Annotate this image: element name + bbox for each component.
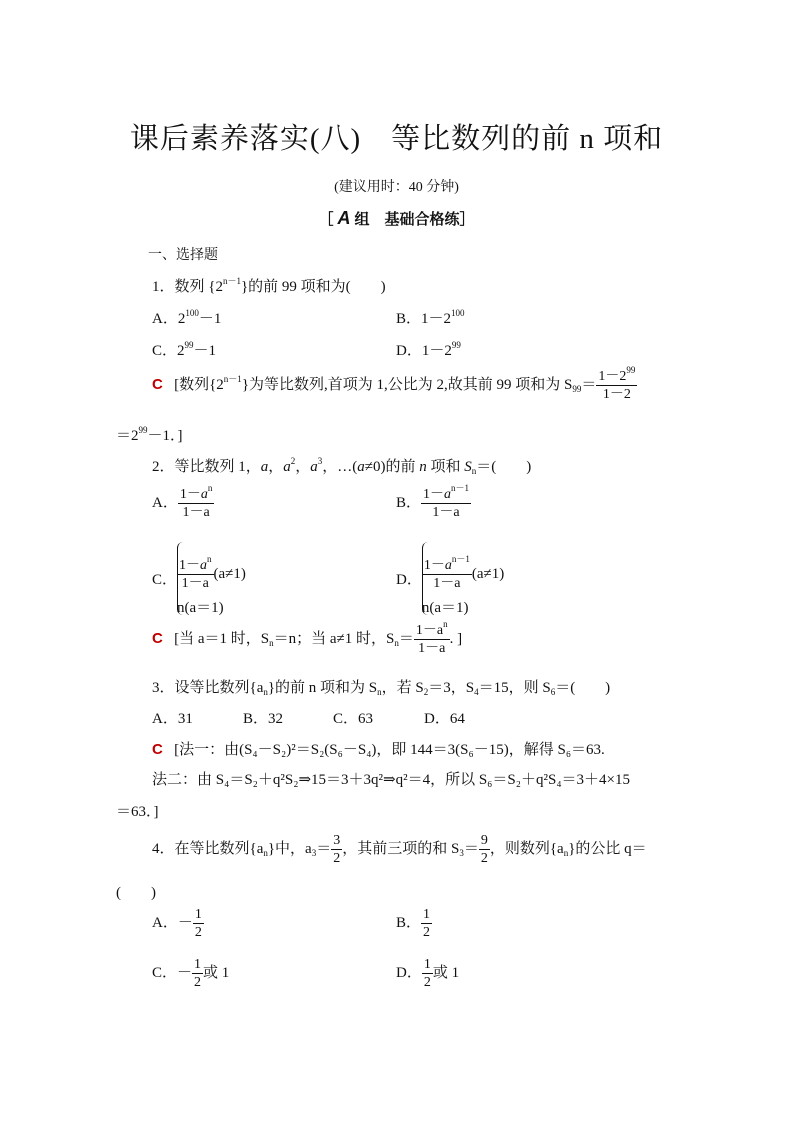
q3-answer: C — [152, 741, 163, 758]
group-badge: A — [337, 208, 351, 228]
q1-option-c: C．$2^{99}-1$ — [152, 340, 217, 359]
q4-stem: 4．在等比数列$\{a_n\}$中，$a_3=$ $\frac{3}{2}$ ，其前三项的和 $S_3=$ $\frac{9}{2}$ ，则数列$\{a_n\}$的公比 q＝ — [152, 833, 647, 866]
q2-option-c: C． $\frac{1-a^n}{1-a}$ (a≠1) n(a＝1) — [152, 540, 246, 617]
section-heading: 一、选择题 — [148, 246, 218, 262]
q2-answer: C — [152, 629, 163, 647]
bracket-left: ［ — [318, 211, 334, 228]
group-heading — [0, 208, 793, 229]
q4-option-d: D． $\frac{1}{2}$ 或 1 — [396, 957, 460, 990]
q3-option-c: C．63 — [333, 711, 374, 727]
q3-option-d: D．64 — [424, 711, 465, 727]
q1-stem: 1．数列 $\{2^{n-1}\}$的前 99 项和为( ) — [152, 276, 386, 295]
q1-fraction: $\frac{1-2^{99}}{1-2}$ — [598, 365, 636, 402]
bracket-right: ］ — [459, 211, 475, 228]
q1-explanation-line2: $=2^{99}-1$．] — [116, 425, 183, 444]
q4-answer-paren: ( ) — [116, 885, 156, 901]
page-title: 课后素养落实(八) 等比数列的前 n 项和 — [129, 123, 664, 155]
q2-stem: 2．等比数列 1，a，$a^2$，$a^3$，…(a≠0)的前 n 项和 $S_n=$( ) — [152, 456, 532, 476]
q1-answer: C — [152, 375, 163, 393]
q3-explanation-line3: ＝63．] — [116, 804, 159, 820]
q3-stem: 3．设等比数列$\{a_n\}$的前 n 项和为 $S_n$，若 $S_2=3$，$S_4=15$，则 $S_6=$( ) — [152, 680, 611, 697]
q2-explanation: C [当 a＝1 时，$S_n=n$；当 a≠1 时，$S_n=$ $\frac{1-a^n}{1-a}$ . ] — [152, 619, 463, 656]
q3-option-b: B．32 — [243, 711, 284, 727]
q1-option-a: A．$2^{100}-1$ — [152, 308, 222, 327]
q1-option-d: D．$1-2^{99}$ — [396, 340, 461, 359]
q2-option-b: B． $\frac{1-a^{n-1}}{1-a}$ — [396, 483, 470, 520]
group-label: 组 基础合格练 — [354, 211, 460, 228]
q1-explanation: C [数列$\{2^{n-1}\}$为等比数列,首项为 1,公比为 2,故其前 99 项和为 $S_{99}=$ $\frac{1-2^{99}}{1-2}$ — [152, 365, 636, 402]
q3-explanation-line2: 法二：由 S₄＝S₂＋q²S₂⇒15＝3＋3q²⇒q²＝4，所以 S₆＝S₂＋q²S₄＝3＋4×15 — [152, 772, 631, 788]
q2-option-d: D． $\frac{1-a^{n-1}}{1-a}$ (a≠1) n(a＝1) — [396, 540, 504, 617]
q4-option-a: A．－ $\frac{1}{2}$ — [152, 907, 202, 940]
q4-option-b: B． $\frac{1}{2}$ — [396, 907, 431, 940]
q1-option-b: B．$1-2^{100}$ — [396, 308, 465, 327]
q3-explanation: C [法一：由(S₄－S₂)²＝S₂(S₆－S₄)，即 144＝3(S₆－15)，解得 S₆＝63. — [152, 741, 605, 758]
q2-option-a: A． $\frac{1-a^n}{1-a}$ — [152, 483, 213, 520]
q4-option-c: C．－ $\frac{1}{2}$ 或 1 — [152, 957, 230, 990]
q3-option-a: A．31 — [152, 711, 193, 727]
suggested-time: (建议用时：40 分钟) — [334, 180, 459, 195]
